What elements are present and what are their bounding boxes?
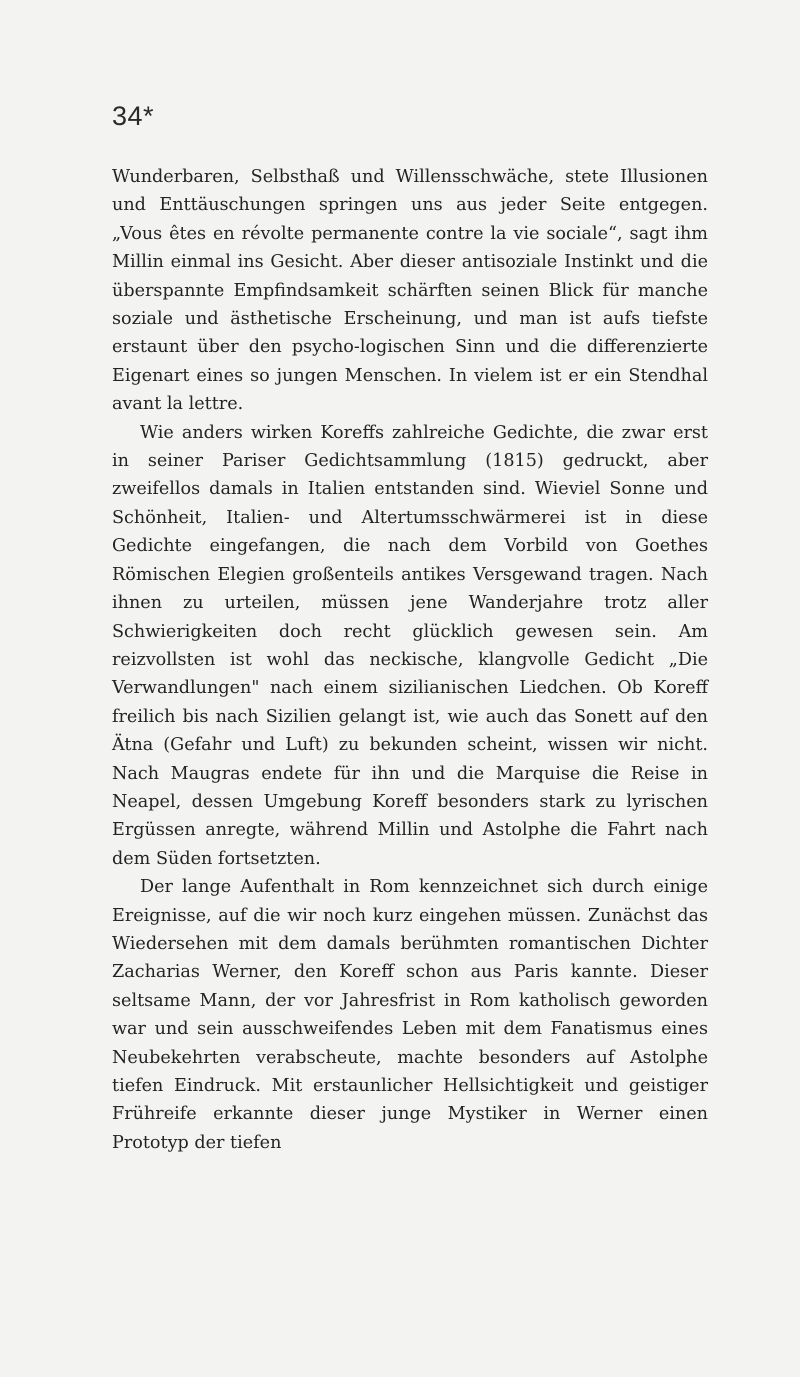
paragraph-1: Wunderbaren, Selbsthaß und Willensschwäche, stete Illusionen und Enttäuschungen springen uns aus jeder Seite entgegen. „Vous êtes en révolte permanente contre la vie sociale“, sagt ihm Millin einmal ins Gesicht. Aber dieser antisoziale Instinkt und die überspannte Empfindsamkeit schärften seinen Blick für manche soziale und ästhetische Erscheinung, und man ist aufs tiefste erstaunt über den psycho-logischen Sinn und die differenzierte Eigenart eines so jungen Menschen. In vielem ist er ein Stendhal avant la lettre. xyxy=(112,167,708,415)
body-text xyxy=(112,163,708,1157)
paragraph-2: Wie anders wirken Koreffs zahlreiche Gedichte, die zwar erst in seiner Pariser Gedichtsammlung (1815) gedruckt, aber zweifellos damals in Italien entstanden sind. Wieviel Sonne und Schönheit, Italien- und Altertumsschwärmerei ist in diese Gedichte eingefangen, die nach dem Vorbild von Goethes Römischen Elegien großenteils antikes Versgewand tragen. Nach ihnen zu urteilen, müssen jene Wanderjahre trotz aller Schwierigkeiten doch recht glücklich gewesen sein. Am reizvollsten ist wohl das neckische, klangvolle Gedicht „Die Verwandlungen" nach einem sizilianischen Liedchen. Ob Koreff freilich bis nach Sizilien gelangt ist, wie auch das Sonett auf den Ätna (Gefahr und Luft) zu bekunden scheint, wissen wir nicht. Nach Maugras endete für ihn und die Marquise die Reise in Neapel, dessen Umgebung Koreff besonders stark zu lyrischen Ergüssen anregte, während Millin und Astolphe die Fahrt nach dem Süden fortsetzten. xyxy=(112,422,708,869)
page-number: 34* xyxy=(112,101,155,131)
paragraph-3: Der lange Aufenthalt in Rom kennzeichnet sich durch einige Ereignisse, auf die wir noch kurz eingehen müssen. Zunächst das Wiedersehen mit dem damals berühmten romantischen Dichter Zacharias Werner, den Koreff schon aus Paris kannte. Dieser seltsame Mann, der vor Jahresfrist in Rom katholisch geworden war und sein ausschweifendes Leben mit dem Fanatismus eines Neubekehrten verabscheute, machte besonders auf Astolphe tiefen Eindruck. Mit erstaunlicher Hellsichtigkeit und geistiger Frühreife erkannte dieser junge Mystiker in Werner einen Prototyp der tiefen xyxy=(112,877,708,1153)
